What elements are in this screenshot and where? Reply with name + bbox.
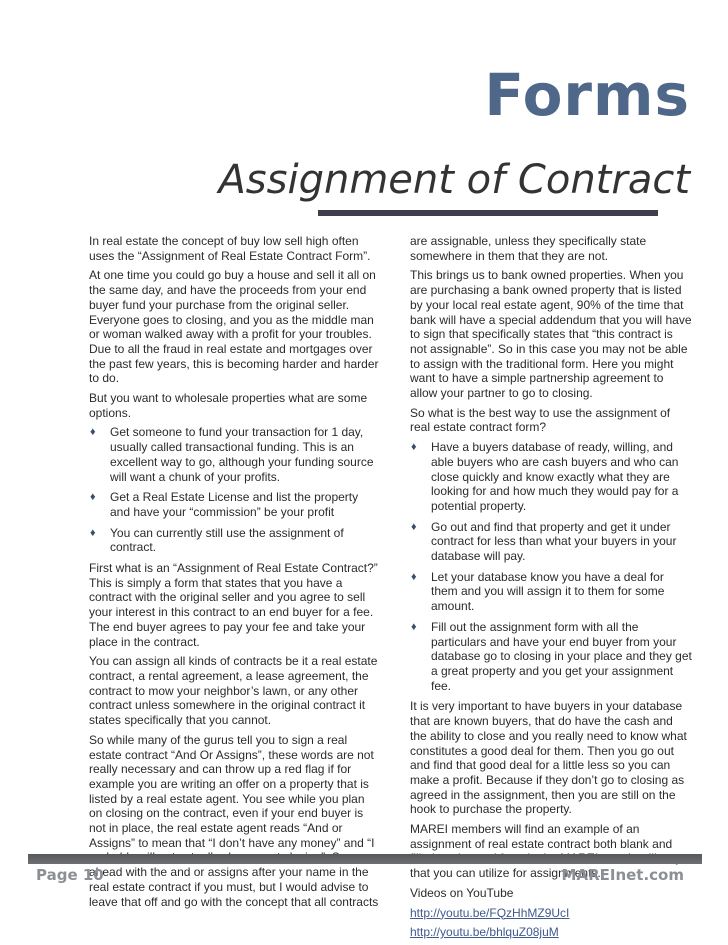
- section-heading: Forms: [484, 61, 690, 129]
- list-item-text: Get someone to fund your transaction for 1 day, usually called transactional funding. This is an excellent way to go, although your funding source will want a chunk of your profits.: [110, 425, 374, 484]
- list-item: [89, 490, 379, 519]
- options-list: [89, 425, 379, 555]
- footer-bar: [28, 854, 702, 864]
- diamond-bullet-icon: ♦: [90, 526, 96, 539]
- link-row: [410, 906, 692, 921]
- left-column: [89, 234, 379, 914]
- diamond-bullet-icon: ♦: [90, 426, 96, 439]
- list-item: [89, 526, 379, 555]
- list-item: [410, 520, 692, 564]
- page-number: Page 10: [36, 866, 104, 884]
- diamond-bullet-icon: ♦: [411, 441, 417, 454]
- paragraph: At one time you could go buy a house and sell it all on the same day, and have the proceeds from your end buyer fund your purchase from the original seller. Everyone goes to closing, and you as the middle man or woman walked away with a profit for your troubles. Due to all the fraud in real estate and mortgages over the past few years, this is becoming harder and harder to do.: [89, 268, 379, 386]
- page-title: Assignment of Contract: [218, 157, 690, 203]
- paragraph: It is very important to have buyers in your database that are known buyers, that do have the cash and the ability to close and you really need to know what constitutes a good deal for them. Then you go out and find that good deal for a little less so you can make a profit. Because if they don’t go to closing as agreed in the assignment, then you are still on the hook to purchase the property.: [410, 699, 687, 817]
- paragraph: You can assign all kinds of contracts be it a real estate contract, a rental agreement, a lease agreement, the contract to mow your neighbor’s lawn, or any other contract unless somewhere in the original contract it states specifically that you cannot.: [89, 654, 378, 728]
- diamond-bullet-icon: ♦: [411, 620, 417, 633]
- list-item-text: Go out and find that property and get it under contract for less than what your buyers in your database will pay.: [431, 519, 677, 564]
- diamond-bullet-icon: ♦: [90, 491, 96, 504]
- list-item-text: Have a buyers database of ready, willing, and able buyers who are cash buyers and who can close quickly and know exactly what they are looking for and how much they would pay for a potential property.: [431, 440, 679, 513]
- diamond-bullet-icon: ♦: [411, 570, 417, 583]
- list-item: [89, 425, 379, 484]
- paragraph: So while many of the gurus tell you to sign a real estate contract “And Or Assigns”, these words are not really necessary and can throw up a red flag if for example you are writing an offer on a property that is listed by a real estate agent. You see while you plan on closing on the contract, even if your end buyer is not in place, the real estate agent reads “And or Assigns” to mean that “I don’t have any money” and “I ahead with the and or assigns after your name in the real estate contract if you must, but I would advise to leave that off and go with the concept that all contracts: [89, 732, 379, 909]
- list-item-text: Fill out the assignment form with all the particulars and have your end buyer from your database go to closing in your place and they get a great property and you get your assignment fee.: [431, 619, 692, 693]
- list-item: [410, 570, 692, 614]
- steps-list: [410, 440, 692, 693]
- diamond-bullet-icon: ♦: [411, 520, 417, 533]
- paragraph: In real estate the concept of buy low sell high often uses the “Assignment of Real Estate Contract Form”.: [89, 234, 371, 263]
- paragraph: are assignable, unless they specifically state somewhere in them that they are not.: [410, 234, 647, 263]
- paragraph: But you want to wholesale properties what are some options.: [89, 391, 368, 420]
- site-name: MAREInet.com: [561, 866, 684, 884]
- list-item-text: Get a Real Estate License and list the property and have your “commission” be your profit: [110, 490, 359, 519]
- link-row: [410, 925, 692, 940]
- paragraph: MAREI members will find an example of an assignment of real estate contract both blank and that you can utilize for assignments.: [410, 822, 673, 881]
- youtube-link-1[interactable]: http://youtu.be/FQzHhMZ9UcI: [410, 905, 570, 920]
- paragraph: So what is the best way to use the assignment of real estate contract form?: [410, 405, 671, 435]
- list-item: [410, 620, 692, 694]
- list-item: [410, 440, 692, 514]
- title-underline: [318, 210, 658, 216]
- videos-label: Videos on YouTube: [410, 885, 514, 900]
- paragraph: First what is an “Assignment of Real Estate Contract?” This is simply a form that states that you have a contract with the original seller and you agree to sell your interest in this contract to an end buyer for a fee. The end buyer agrees to pay your fee and take your place in the contract.: [89, 561, 378, 649]
- right-column: [410, 234, 692, 945]
- list-item-text: Let your database know you have a deal for them and you will assign it to them for some amount.: [431, 569, 665, 614]
- youtube-link-2[interactable]: http://youtu.be/bhlquZ08juM: [410, 925, 559, 940]
- paragraph: This brings us to bank owned properties. When you are purchasing a bank owned property that is listed by your local real estate agent, 90% of the time that bank will have a special addendum that you will have to sign that specifically states that “this contract is not assignable”. So in this case you may not be able to assign with the traditional form. Here you might want to have a simple partnership agreement to allow your partner to go to closing.: [410, 268, 692, 401]
- list-item-text: You can currently still use the assignment of contract.: [110, 525, 344, 555]
